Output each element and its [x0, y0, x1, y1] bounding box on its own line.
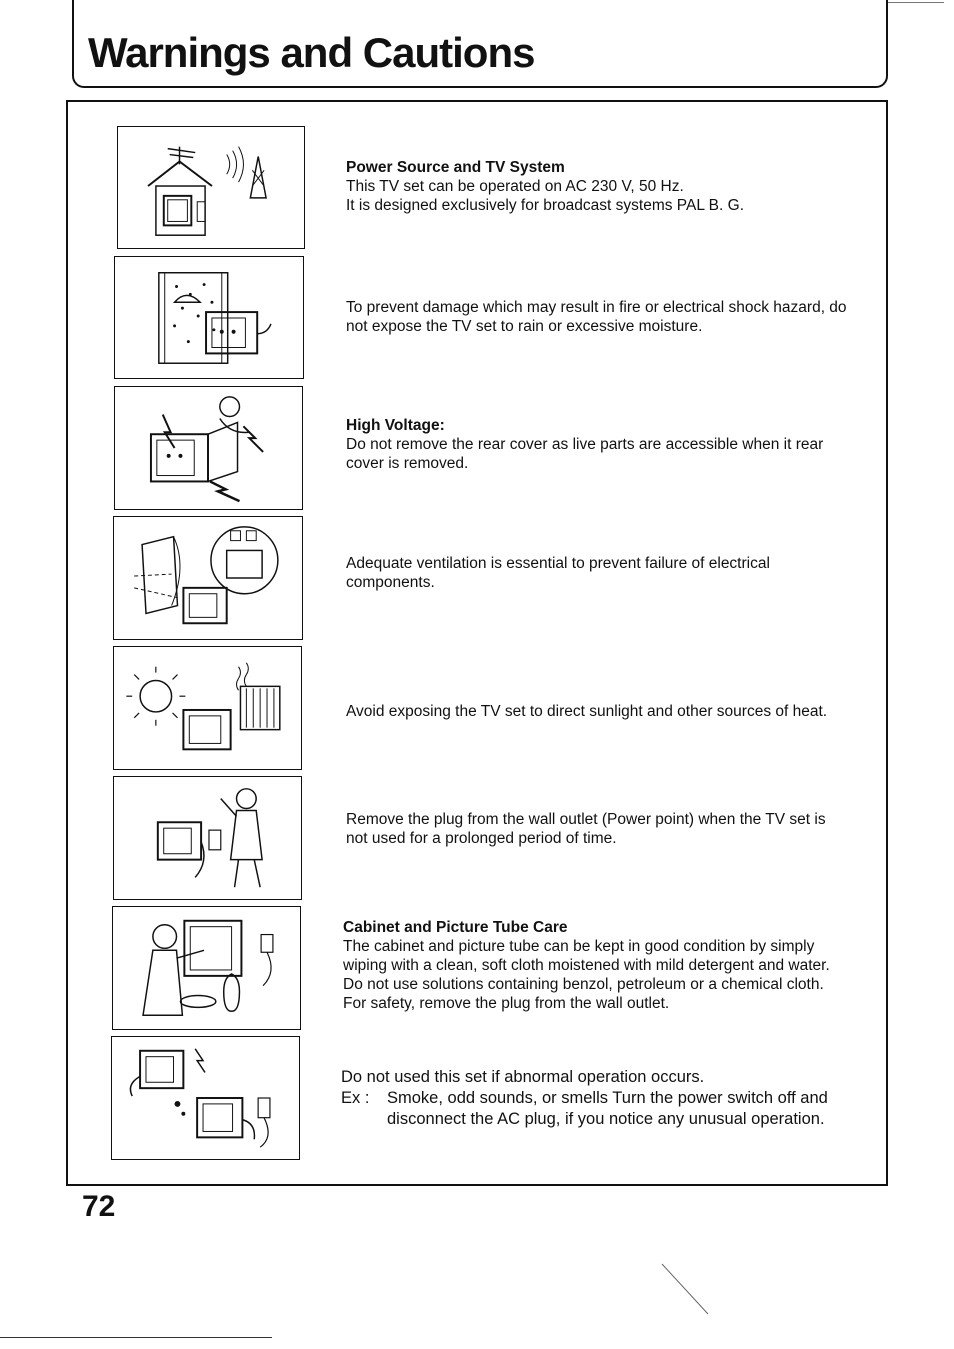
- stray-mark: [660, 1262, 720, 1322]
- page-number: 72: [82, 1190, 116, 1223]
- example-line: Smoke, odd sounds, or smells Turn the power switch off and: [387, 1089, 828, 1107]
- abnormal-operation-tv-icon: [111, 1036, 300, 1160]
- section-line: wiping with a clean, soft cloth moistened with mild detergent and water.: [343, 957, 830, 974]
- section-sunlight-heat: [346, 702, 876, 721]
- section-line: This TV set can be operated on AC 230 V, 50 Hz.: [346, 178, 684, 195]
- section-line: To prevent damage which may result in fire or electrical shock hazard, do: [346, 299, 847, 316]
- section-cabinet-care: [343, 918, 873, 1013]
- page-title: Warnings and Cautions: [88, 29, 535, 76]
- section-line: Avoid exposing the TV set to direct sunlight and other sources of heat.: [346, 703, 828, 720]
- section-line: cover is removed.: [346, 455, 469, 472]
- section-heading: Power Source and TV System: [346, 159, 565, 176]
- section-line: It is designed exclusively for broadcast systems PAL B. G.: [346, 197, 744, 214]
- section-heading: Cabinet and Picture Tube Care: [343, 919, 568, 936]
- section-line: components.: [346, 574, 435, 591]
- section-abnormal-operation: [341, 1067, 871, 1130]
- section-ventilation: [346, 554, 876, 592]
- section-heading: High Voltage:: [346, 417, 445, 434]
- section-unplug: [346, 810, 876, 848]
- example-row: [341, 1088, 871, 1130]
- unplug-tv-icon: [113, 776, 302, 900]
- section-line: For safety, remove the plug from the wall outlet.: [343, 995, 670, 1012]
- section-line: Remove the plug from the wall outlet (Power point) when the TV set is: [346, 811, 826, 828]
- bottom-rule: [0, 1337, 272, 1338]
- example-label: Ex :: [341, 1089, 370, 1107]
- example-line: disconnect the AC plug, if you notice any unusual operation.: [387, 1110, 825, 1128]
- section-line: Do not used this set if abnormal operation occurs.: [341, 1068, 705, 1086]
- sun-heater-tv-icon: [113, 646, 302, 770]
- section-line: Do not remove the rear cover as live parts are accessible when it rear: [346, 436, 824, 453]
- section-power-source: [346, 158, 876, 215]
- top-rule: [888, 2, 944, 3]
- section-line: Do not use solutions containing benzol, petroleum or a chemical cloth.: [343, 976, 824, 993]
- antenna-house-tv-icon: [117, 126, 305, 249]
- section-line: The cabinet and picture tube can be kept in good condition by simply: [343, 938, 815, 955]
- section-high-voltage: [346, 416, 876, 473]
- example-text: [387, 1088, 871, 1130]
- ventilation-tv-icon: [113, 516, 303, 640]
- section-line: not expose the TV set to rain or excessive moisture.: [346, 318, 703, 335]
- cleaning-tv-icon: [112, 906, 301, 1030]
- section-line: not used for a prolonged period of time.: [346, 830, 617, 847]
- rain-tv-icon: [114, 256, 304, 379]
- high-voltage-tv-icon: [114, 386, 303, 510]
- section-moisture: [346, 298, 886, 336]
- section-line: Adequate ventilation is essential to prevent failure of electrical: [346, 555, 770, 572]
